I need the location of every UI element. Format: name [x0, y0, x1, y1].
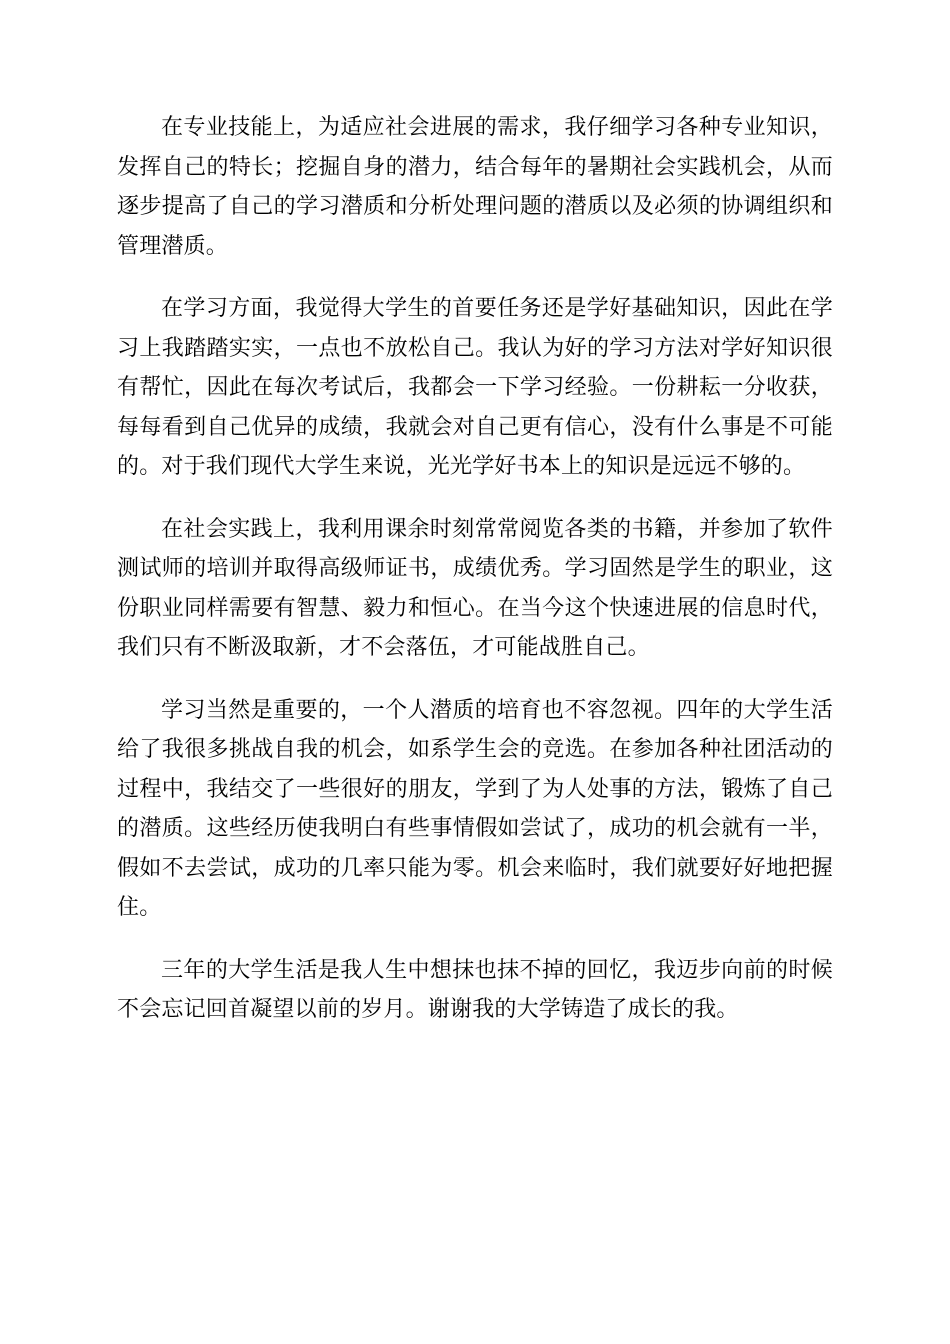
paragraph-personal-development: 学习当然是重要的，一个人潜质的培育也不容忽视。四年的大学生活给了我很多挑战自我的机会，如系学生会的竞选。在参加各种社团活动的过程中，我结交了一些很好的朋友，学到了为人处事的方法，锻炼了自己的潜质。这些经历使我明白有些事情假如尝试了，成功的机会就有一半，假如不去尝试，成功的几率只能为零。机会来临时，我们就要好好地把握住。: [117, 697, 833, 920]
paragraph-social-practice: 在社会实践上，我利用课余时刻常常阅览各类的书籍，并参加了软件测试师的培训并取得高级师证书，成绩优秀。学习固然是学生的职业，这份职业同样需要有智慧、毅力和恒心。在当今这个快速进展的信息时代，我们只有不断汲取新，才不会落伍，才可能战胜自己。: [117, 516, 833, 660]
paragraph-conclusion: 三年的大学生活是我人生中想抹也抹不掉的回忆，我迈步向前的时候不会忘记回首凝望以前的岁月。谢谢我的大学铸造了成长的我。: [117, 957, 833, 1022]
paragraph-professional-skills: 在专业技能上，为适应社会进展的需求，我仔细学习各种专业知识，发挥自己的特长；挖掘自身的潜力，结合每年的暑期社会实践机会，从而逐步提高了自己的学习潜质和分析处理问题的潜质以及必须的协调组织和管理潜质。: [117, 115, 833, 259]
document-body: [117, 108, 833, 1053]
paragraph-study: 在学习方面，我觉得大学生的首要任务还是学好基础知识，因此在学习上我踏踏实实，一点也不放松自己。我认为好的学习方法对学好知识很有帮忙，因此在每次考试后，我都会一下学习经验。一份耕耘一分收获，每每看到自己优异的成绩，我就会对自己更有信心，没有什么事是不可能的。对于我们现代大学生来说，光光学好书本上的知识是远远不够的。: [117, 296, 833, 479]
